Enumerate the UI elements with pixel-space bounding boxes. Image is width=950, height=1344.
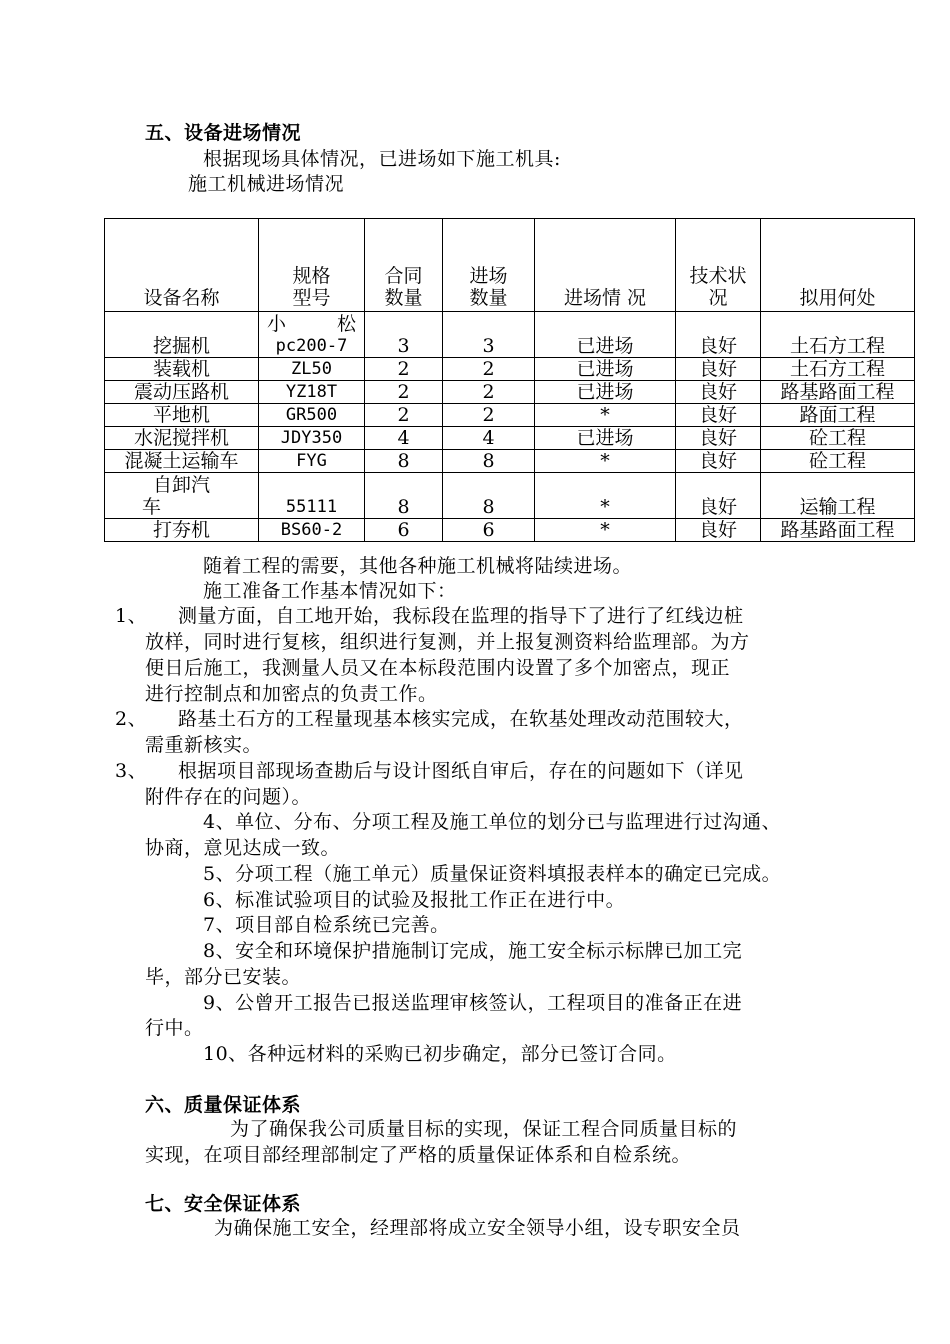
- item-5-text: 5、分项工程（施工单元）质量保证资料填报表样本的确定已完成。: [203, 863, 782, 885]
- header-entered-qty: 进场 数量: [443, 219, 535, 312]
- section-6-text: 实现，在项目部经理部制定了严格的质量保证体系和自检系统。: [145, 1144, 692, 1166]
- cell-contract: 8: [365, 450, 443, 473]
- section-5-heading: 五、设备进场情况: [145, 122, 302, 144]
- item-10-text: 10、各种远材料的采购已初步确定，部分已签订合同。: [203, 1043, 677, 1065]
- item-1-text: 测量方面，自工地开始，我标段在监理的指导下了进行了红线边桩: [178, 605, 744, 627]
- item-2-text: 需重新核实。: [145, 734, 263, 756]
- header-contract-qty: 合同 数量: [365, 219, 443, 312]
- item-4-text: 协商，意见达成一致。: [145, 837, 341, 859]
- table-row: [105, 519, 915, 542]
- item-number: 1、: [115, 605, 148, 627]
- cell-entered: 8: [443, 450, 535, 473]
- cell-tech: 良好: [676, 381, 761, 404]
- table-row: [105, 427, 915, 450]
- cell-name: 混凝土运输车: [105, 450, 259, 473]
- cell-contract: 3: [365, 312, 443, 358]
- item-9-text: 9、公曾开工报告已报送监理审核签认，工程项目的准备正在进: [203, 992, 743, 1014]
- item-number: 2、: [115, 708, 148, 730]
- cell-status: 已进场: [535, 427, 676, 450]
- section-7-heading: 七、安全保证体系: [145, 1193, 302, 1215]
- header-status: 进场情 况: [535, 219, 676, 312]
- header-name: 设备名称: [105, 219, 259, 312]
- cell-status: 已进场: [535, 381, 676, 404]
- section-5-intro: 根据现场具体情况，已进场如下施工机具:: [203, 148, 561, 170]
- table-row: [105, 381, 915, 404]
- cell-use: 砼工程: [761, 427, 915, 450]
- cell-tech: 良好: [676, 358, 761, 381]
- item-1-text: 放样，同时进行复核，组织进行复测，并上报复测资料给监理部。为方: [145, 631, 750, 653]
- cell-contract: 2: [365, 381, 443, 404]
- after-table-text: 施工准备工作基本情况如下：: [203, 580, 457, 602]
- header-tech-condition: 技术状 况: [676, 219, 761, 312]
- cell-model: FYG: [259, 450, 365, 473]
- cell-entered: 2: [443, 404, 535, 427]
- cell-name: 震动压路机: [105, 381, 259, 404]
- item-1-text: 便日后施工，我测量人员又在本标段范围内设置了多个加密点，现正: [145, 657, 731, 679]
- cell-model: ZL50: [259, 358, 365, 381]
- cell-status: 已进场: [535, 312, 676, 358]
- item-3-text: 附件存在的问题）。: [145, 786, 312, 808]
- cell-model: BS60-2: [259, 519, 365, 542]
- cell-name: 平地机: [105, 404, 259, 427]
- cell-name: 打夯机: [105, 519, 259, 542]
- item-6-text: 6、标准试验项目的试验及报批工作正在进行中。: [203, 889, 626, 911]
- after-table-text: 随着工程的需要，其他各种施工机械将陆续进场。: [203, 555, 633, 577]
- cell-name: 水泥搅拌机: [105, 427, 259, 450]
- cell-status: *: [535, 473, 676, 519]
- cell-name: 自卸汽 车: [105, 473, 259, 519]
- table-row: [105, 312, 915, 358]
- section-7-text: 为确保施工安全，经理部将成立安全领导小组，设专职安全员: [214, 1217, 741, 1239]
- header-model: 规格 型号: [259, 219, 365, 312]
- cell-name: 装载机: [105, 358, 259, 381]
- cell-model: 小 松 pc200-7: [259, 312, 365, 358]
- cell-use: 土石方工程: [761, 312, 915, 358]
- cell-status: 已进场: [535, 358, 676, 381]
- cell-tech: 良好: [676, 404, 761, 427]
- cell-model: GR500: [259, 404, 365, 427]
- item-8-text: 毕，部分已安装。: [145, 966, 302, 988]
- item-3-text: 根据项目部现场查勘后与设计图纸自审后，存在的问题如下（详见: [178, 760, 744, 782]
- table-row: [105, 450, 915, 473]
- section-6-heading: 六、质量保证体系: [145, 1094, 302, 1116]
- cell-use: 土石方工程: [761, 358, 915, 381]
- cell-contract: 4: [365, 427, 443, 450]
- table-row: [105, 358, 915, 381]
- cell-use: 路基路面工程: [761, 519, 915, 542]
- item-9-text: 行中。: [145, 1017, 204, 1039]
- table-header-row: [105, 219, 915, 312]
- table-row: [105, 404, 915, 427]
- cell-use: 运输工程: [761, 473, 915, 519]
- cell-status: *: [535, 519, 676, 542]
- item-4-text: 4、单位、分布、分项工程及施工单位的划分已与监理进行过沟通、: [203, 811, 782, 833]
- item-1-text: 进行控制点和加密点的负责工作。: [145, 683, 438, 705]
- cell-contract: 2: [365, 358, 443, 381]
- cell-model: JDY350: [259, 427, 365, 450]
- cell-entered: 8: [443, 473, 535, 519]
- cell-tech: 良好: [676, 450, 761, 473]
- cell-status: *: [535, 450, 676, 473]
- cell-entered: 2: [443, 381, 535, 404]
- cell-model: YZ18T: [259, 381, 365, 404]
- header-intended-use: 拟用何处: [761, 219, 915, 312]
- cell-tech: 良好: [676, 519, 761, 542]
- cell-contract: 6: [365, 519, 443, 542]
- item-8-text: 8、安全和环境保护措施制订完成，施工安全标示标牌已加工完: [203, 940, 743, 962]
- cell-model: 55111: [259, 473, 365, 519]
- cell-name: 挖掘机: [105, 312, 259, 358]
- cell-tech: 良好: [676, 473, 761, 519]
- cell-entered: 2: [443, 358, 535, 381]
- cell-status: *: [535, 404, 676, 427]
- cell-use: 路面工程: [761, 404, 915, 427]
- cell-tech: 良好: [676, 312, 761, 358]
- equipment-table: [104, 218, 915, 542]
- cell-contract: 8: [365, 473, 443, 519]
- cell-use: 砼工程: [761, 450, 915, 473]
- cell-entered: 6: [443, 519, 535, 542]
- item-number: 3、: [115, 760, 148, 782]
- cell-entered: 4: [443, 427, 535, 450]
- cell-entered: 3: [443, 312, 535, 358]
- item-2-text: 路基土石方的工程量现基本核实完成，在软基处理改动范围较大，: [178, 708, 744, 730]
- cell-use: 路基路面工程: [761, 381, 915, 404]
- section-6-text: 为了确保我公司质量目标的实现，保证工程合同质量目标的: [230, 1118, 738, 1140]
- item-7-text: 7、项目部自检系统已完善。: [203, 914, 450, 936]
- cell-contract: 2: [365, 404, 443, 427]
- table-row: [105, 473, 915, 519]
- table-caption: 施工机械进场情况: [188, 173, 345, 195]
- cell-tech: 良好: [676, 427, 761, 450]
